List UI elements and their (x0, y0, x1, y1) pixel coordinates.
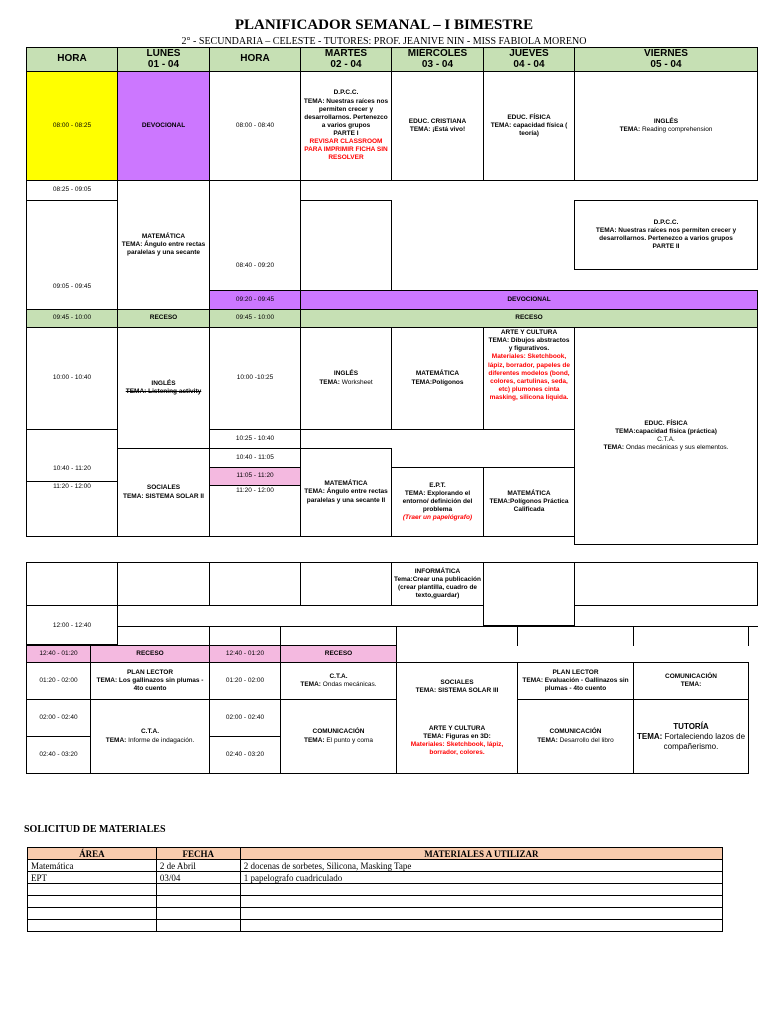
midday-empty (209, 562, 301, 606)
table-cell (240, 920, 722, 932)
thursday-comunicacion: COMUNICACIÓN TEMA: Desarrollo del libro (517, 699, 634, 774)
table-cell (28, 908, 157, 920)
table-row (28, 908, 723, 920)
table-row (28, 920, 723, 932)
tuesday-ingles: INGLÉS TEMA: Worksheet (300, 327, 392, 430)
time-slot-right: 11:20 - 12:00 (209, 485, 301, 537)
wednesday-sociales: SOCIALES (440, 678, 474, 686)
materials-section-title: SOLICITUD DE MATERIALES (24, 824, 166, 835)
column-divider (633, 626, 634, 646)
midday-empty (117, 562, 210, 606)
devocional-band: DEVOCIONAL (300, 290, 758, 310)
monday-ingles: INGLÉS TEMA: Listening activity (117, 327, 210, 449)
table-cell (28, 896, 157, 908)
column-header: MATERIALES A UTILIZAR (240, 848, 722, 860)
time-slot-left: 11:20 - 12:00 (26, 481, 118, 537)
monday-matematica: MATEMÁTICA TEMA: Ángulo entre rectas paralelas y una secante (117, 180, 210, 310)
time-slot-right: 02:40 - 03:20 (209, 736, 281, 774)
table-cell (28, 920, 157, 932)
tuesday-dpcc: D.P.C.C. TEMA: Nuestras raíces nos permiten crecer y desarrollarnos. Pertenezco a varios grupos PARTE I REVISAR CLASSROOM PARA IMPRIMIR FICHA SIN RESOLVER (300, 71, 392, 181)
table-cell: 2 de Abril (156, 860, 240, 872)
table-cell: Matemática (28, 860, 157, 872)
thursday-plan-lector: PLAN LECTOR TEMA: Evaluación - Gallinazos sin plumas - 4to cuento (517, 662, 634, 700)
table-cell: 2 docenas de sorbetes, Silicona, Masking Tape (240, 860, 722, 872)
midday-empty (483, 562, 575, 626)
time-slot-right: 12:40 - 01:20 (209, 645, 281, 663)
column-header: ÁREA (28, 848, 157, 860)
time-slot-left: 02:00 - 02:40 (26, 699, 91, 737)
tuesday-comunicacion: COMUNICACIÓN TEMA: El punto y coma (280, 699, 397, 774)
table-cell (156, 896, 240, 908)
time-slot-right: 08:00 - 08:40 (209, 71, 301, 181)
friday-tutoria: TUTORÍA TEMA: Fortaleciendo lazos de compañerismo. (633, 699, 749, 774)
receso-band: RECESO (300, 309, 758, 328)
page-title: PLANIFICADOR SEMANAL – I BIMESTRE (234, 17, 534, 33)
table-cell (240, 884, 722, 896)
receso-afternoon-left: RECESO (90, 645, 210, 663)
tuesday-matematica: MATEMÁTICA TEMA: Ángulo entre rectas paralelas y una secante II (300, 448, 392, 537)
time-slot-left: 10:40 - 11:20 (26, 429, 118, 482)
header-miercoles: MIÉRCOLES 03 - 04 (391, 47, 484, 72)
midday-empty (574, 562, 758, 606)
receso-monday: RECESO (117, 309, 210, 328)
page-subtitle: 2° - SECUNDARIA – CELESTE - TUTORES: PROF. JEANIVE NIN - MISS FABIOLA MORENO (181, 36, 587, 47)
table-cell (156, 908, 240, 920)
table-cell (240, 908, 722, 920)
column-divider (280, 626, 281, 646)
wednesday-ept: E.P.T. TEMA: Explorando el entorno/ definición del problema (Traer un papelógrafo) (391, 467, 484, 537)
column-divider (517, 626, 518, 646)
time-slot-right: 09:45 - 10:00 (209, 309, 301, 328)
wednesday-informatica: INFORMÁTICA Tema:Crear una publicación (crear plantilla, cuadro de texto,guardar) (391, 562, 484, 606)
midday-empty (300, 562, 392, 606)
thursday-matematica: MATEMÁTICA TEMA:Polígonos Práctica Calificada (483, 467, 575, 537)
column-divider (396, 626, 397, 646)
friday-educ-fisica: EDUC. FÍSICA TEMA:capacidad física (práctica) C.T.A. TEMA: Ondas mecánicas y sus elementos. (574, 327, 758, 545)
friday-dpcc: D.P.C.C. TEMA: Nuestras raíces nos permiten crecer y desarrollarnos. Pertenezco a varios grupos PARTE II (574, 200, 758, 270)
wednesday-arte: ARTE Y CULTURA (428, 724, 486, 732)
wednesday-educ-cristiana: EDUC. CRISTIANA TEMA: ¡Está vivo! (391, 71, 484, 181)
table-row (28, 896, 723, 908)
time-slot-left: 12:40 - 01:20 (26, 645, 91, 663)
header-viernes: VIERNES 05 - 04 (574, 47, 758, 72)
table-row (28, 884, 723, 896)
table-cell: 03/04 (156, 872, 240, 884)
header-jueves: JUEVES 04 - 04 (483, 47, 575, 72)
time-slot-left: 08:00 - 08:25 (26, 71, 118, 181)
wednesday-matematica: MATEMÁTICA TEMA:Polígonos (391, 327, 484, 430)
tuesday-empty (300, 200, 392, 291)
header-martes: MARTES 02 - 04 (300, 47, 392, 72)
thursday-educ-fisica: EDUC. FÍSICA TEMA: capacidad física ( teoría) (483, 71, 575, 181)
column-header: FECHA (156, 848, 240, 860)
table-cell (156, 884, 240, 896)
table-cell (156, 920, 240, 932)
row-divider (117, 626, 758, 627)
time-slot-right: 09:20 - 09:45 (209, 290, 301, 310)
time-slot-left: 09:45 - 10:00 (26, 309, 118, 328)
header-hora-right: HORA (209, 47, 301, 72)
time-slot-left: 12:00 - 12:40 (26, 605, 118, 645)
time-slot-left: 08:25 - 09:05 (26, 180, 118, 201)
table-row (28, 872, 723, 884)
wednesday-sociales-arte: SOCIALES TEMA: SISTEMA SOLAR III ARTE Y CULTURA TEMA: Figuras en 3D: Materiales: Sketchbook, lápiz, borrador, colores. (396, 662, 518, 774)
table-cell: 1 papelografo cuadriculado (240, 872, 722, 884)
materials-header-row (28, 848, 723, 860)
time-slot-right: 02:00 - 02:40 (209, 699, 281, 737)
header-hora-left: HORA (26, 47, 118, 72)
tuesday-cta: C.T.A. TEMA: Ondas mecánicas. (280, 662, 397, 700)
midday-empty (26, 562, 118, 606)
monday-plan-lector: PLAN LECTOR TEMA: Los gallinazos sin plumas - 4to cuento (90, 662, 210, 700)
monday-cta: C.T.A. TEMA: Informe de indagación. (90, 699, 210, 774)
column-divider (209, 626, 210, 646)
time-slot-left: 10:00 - 10:40 (26, 327, 118, 430)
thursday-arte-cultura: ARTE Y CULTURA TEMA: Dibujos abstractos y figurativos. Materiales: Sketchbook, lápiz, borrador, papeles de diferentes modelos (bond, colores, cartulinas, seda, etc) plumones cinta masking, silicona líquida. (483, 327, 575, 430)
header-lunes: LUNES 01 - 04 (117, 47, 210, 72)
table-cell: EPT (28, 872, 157, 884)
time-slot-right: 10:40 - 11:05 (209, 448, 301, 468)
monday-sociales: SOCIALES TEMA: SISTEMA SOLAR II (117, 448, 210, 537)
time-slot-left: 09:05 - 09:45 (26, 200, 118, 310)
time-slot-right: 10:00 -10:25 (209, 327, 301, 430)
time-slot-left: 01:20 - 02:00 (26, 662, 91, 700)
time-slot-left: 02:40 - 03:20 (26, 736, 91, 774)
column-divider (748, 626, 749, 646)
time-slot-right: 01:20 - 02:00 (209, 662, 281, 700)
receso-afternoon-right: RECESO (280, 645, 397, 663)
table-cell (240, 896, 722, 908)
time-slot-right: 10:25 - 10:40 (209, 429, 301, 449)
materials-table (27, 847, 723, 932)
table-row (28, 860, 723, 872)
friday-ingles: INGLÉS TEMA: Reading comprehension (574, 71, 758, 181)
time-slot-right: 11:05 - 11:20 (209, 467, 301, 486)
devocional-monday: DEVOCIONAL (117, 71, 210, 181)
time-slot-right: 08:40 - 09:20 (209, 180, 301, 291)
table-cell (28, 884, 157, 896)
friday-comunicacion: COMUNICACIÓN TEMA: (633, 662, 749, 700)
